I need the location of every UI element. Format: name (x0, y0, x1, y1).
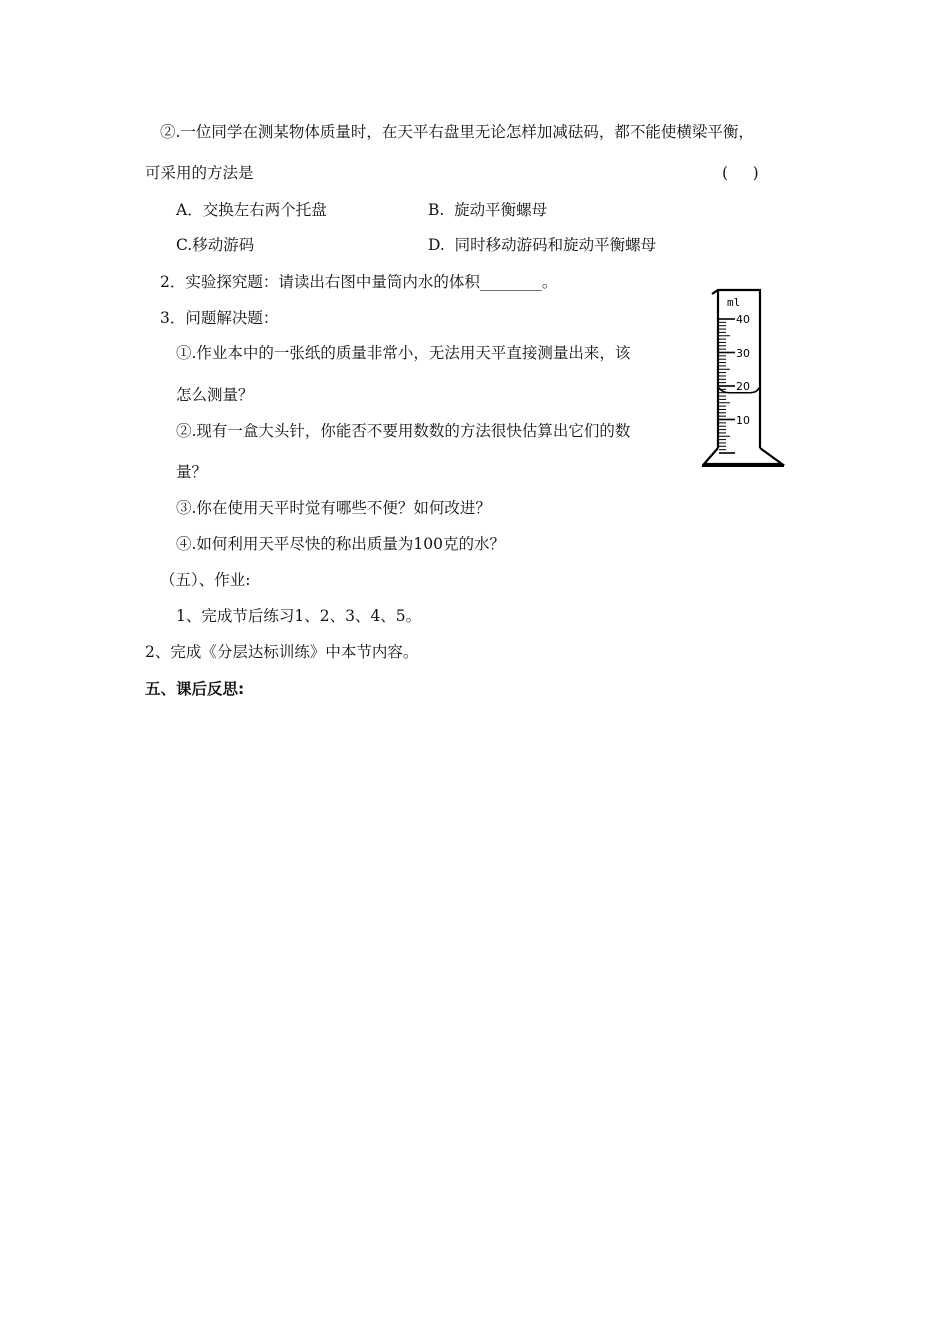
cylinder-base (704, 448, 782, 464)
cylinder-ticks (719, 319, 735, 453)
option-c: C.移动游码 (176, 236, 255, 254)
cylinder-unit-label: ml (727, 296, 741, 309)
answer-parentheses: ( ) (722, 164, 759, 182)
option-question-2-stem-line1: ②.一位同学在测某物体质量时，在天平右盘里无论怎样加减砝码，都不能使横梁平衡， (160, 123, 754, 141)
problem-2-line2: 量？ (176, 463, 208, 481)
reflection-heading: 五、课后反思: (145, 680, 245, 698)
experiment-question: 2．实验探究题：请读出右图中量筒内水的体积________。 (160, 273, 558, 291)
option-b: B. 旋动平衡螺母 (428, 201, 548, 219)
option-a: A．交换左右两个托盘 (176, 201, 327, 219)
problem-3: ③.你在使用天平时觉有哪些不便？如何改进？ (176, 499, 491, 517)
tick-label-10: 10 (736, 414, 750, 427)
option-question-2-stem-line2: 可采用的方法是 (145, 164, 254, 182)
tick-label-20: 20 (736, 380, 750, 393)
problem-4: ④.如何利用天平尽快的称出质量为100克的水？ (176, 535, 506, 553)
option-d: D. 同时移动游码和旋动平衡螺母 (428, 236, 657, 254)
tick-label-30: 30 (736, 347, 750, 360)
problem-1-line1: ①.作业本中的一张纸的质量非常小，无法用天平直接测量出来，该 (176, 344, 631, 362)
graduated-cylinder-figure (700, 286, 786, 470)
problem-2-line1: ②.现有一盒大头针，你能否不要用数数的方法很快估算出它们的数 (176, 422, 631, 440)
homework-item-1: 1、完成节后练习1、2、3、4、5。 (176, 607, 422, 625)
problem-1-line2: 怎么测量？ (176, 386, 254, 404)
homework-item-2: 2、完成《分层达标训练》中本节内容。 (145, 643, 419, 661)
problem-solving-heading: 3．问题解决题： (160, 309, 279, 327)
homework-heading: （五）、作业: (160, 571, 251, 589)
tick-label-40: 40 (736, 313, 750, 326)
